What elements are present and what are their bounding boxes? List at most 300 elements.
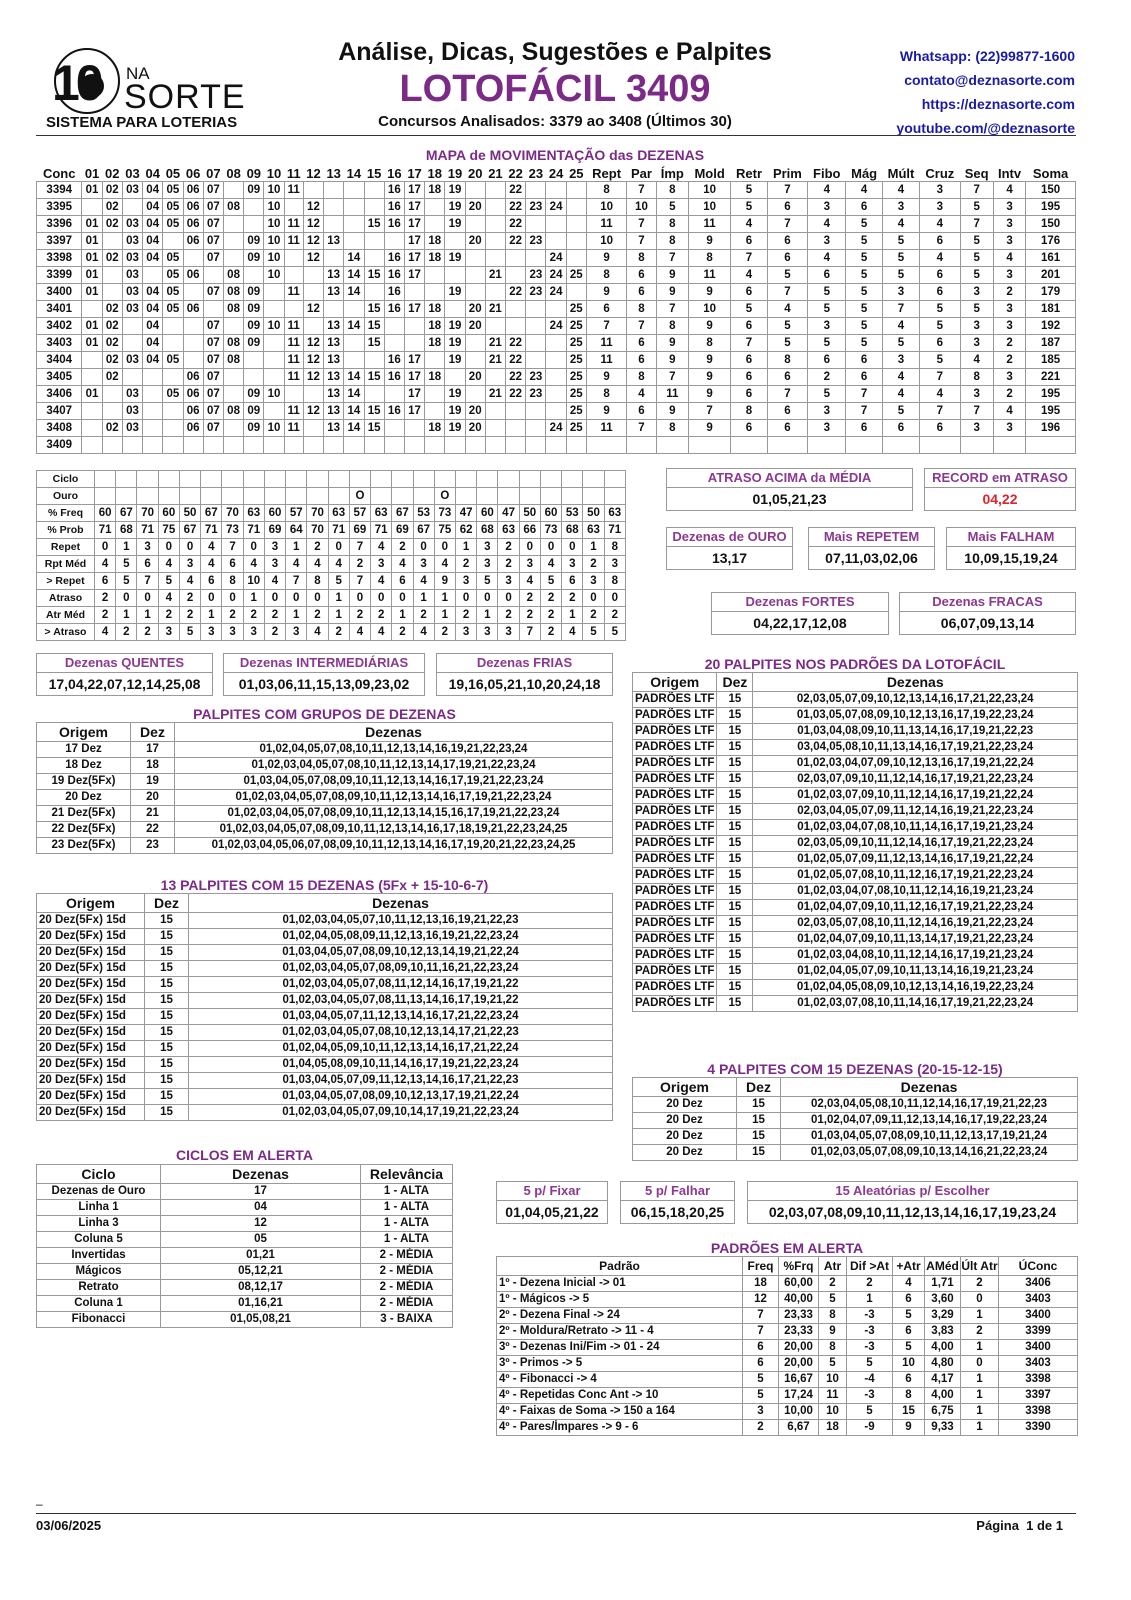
map-dezena-cell — [324, 199, 344, 216]
map-dezena-cell: 18 — [425, 182, 445, 199]
list-cell: 6 — [743, 1340, 779, 1356]
map-stat-cell: 2 — [993, 335, 1025, 352]
map-dezena-cell: 18 — [425, 369, 445, 386]
stats-cell: 68 — [562, 522, 583, 539]
map-header-cell: Conc — [42, 166, 76, 181]
map-stat-cell: 5 — [846, 301, 882, 318]
map-header-cell: 11 — [286, 166, 301, 181]
list-row — [37, 1041, 613, 1057]
stats-cell: 3 — [604, 556, 625, 573]
stats-cell: 75 — [158, 522, 179, 539]
stats-cell: 71 — [328, 522, 349, 539]
map-dezena-cell: 10 — [264, 267, 284, 284]
list-header-cell: Origem — [633, 673, 717, 692]
map-stat-cell: 2 — [993, 386, 1025, 403]
list-header-row — [37, 894, 613, 913]
list-cell: 15 — [717, 772, 753, 788]
map-stat-cell: 5 — [846, 318, 882, 335]
whatsapp-link[interactable]: Whatsapp: (22)99877-1600 — [899, 48, 1075, 64]
map-stat-cell: 6 — [627, 352, 656, 369]
map-dezena-cell — [344, 199, 364, 216]
map-dezena-cell — [526, 335, 546, 352]
map-dezena-cell: 21 — [485, 267, 505, 284]
stats-cell: 1 — [562, 607, 583, 624]
treze-table — [36, 893, 613, 1121]
stats-row — [37, 522, 626, 539]
map-dezena-cell — [384, 233, 404, 250]
map-dezena-cell: 09 — [244, 233, 264, 250]
stats-cell: 6 — [137, 556, 158, 573]
list-header-cell: AMéd — [925, 1257, 961, 1276]
list-row — [497, 1404, 1078, 1420]
list-cell: 01,03,05,07,08,09,10,12,13,16,17,19,22,23,24 — [753, 708, 1078, 724]
list-cell: 19 — [131, 774, 175, 790]
lottery-title: LOTOFÁCIL 3409 — [399, 68, 711, 110]
map-dezena-cell: 23 — [526, 233, 546, 250]
list-cell: 01,03,04,05,07,11,12,13,14,16,17,21,22,23,24 — [189, 1009, 613, 1025]
stats-cell — [455, 471, 476, 488]
stats-row — [37, 573, 626, 590]
stats-cell: 6 — [562, 573, 583, 590]
map-dezena-cell: 10 — [264, 420, 284, 437]
map-dezena-cell: 08 — [223, 403, 243, 420]
list-cell: 23,33 — [779, 1324, 819, 1340]
list-header-cell: Dez — [717, 673, 753, 692]
map-dezena-cell: 11 — [284, 352, 303, 369]
list-row — [633, 836, 1078, 852]
map-dezena-cell — [82, 369, 102, 386]
map-dezena-cell: 04 — [143, 250, 163, 267]
map-dezena-cell: 07 — [203, 199, 223, 216]
list-cell: 15 — [145, 961, 189, 977]
map-dezena-cell: 25 — [566, 318, 586, 335]
list-header-row — [633, 673, 1078, 692]
map-dezena-cell — [364, 284, 384, 301]
list-cell: 02,03,05,07,09,10,12,13,14,16,17,21,22,23,24 — [753, 692, 1078, 708]
list-cell: 9 — [893, 1420, 925, 1436]
map-dezena-cell — [485, 369, 505, 386]
map-dezena-cell — [526, 352, 546, 369]
map-dezena-cell — [526, 318, 546, 335]
map-dezena-cell: 03 — [122, 420, 142, 437]
map-dezena-cell — [203, 301, 223, 318]
stats-cell: 1 — [413, 590, 434, 607]
map-dezena-cell: 09 — [244, 301, 264, 318]
map-dezena-cell — [284, 437, 303, 454]
map-dezena-cell: 01 — [82, 386, 102, 403]
stats-cell — [583, 471, 604, 488]
list-cell: 3º - Dezenas Ini/Fim -> 01 - 24 — [497, 1340, 743, 1356]
stats-cell: 5 — [583, 624, 604, 641]
map-stat-cell: 5 — [731, 182, 767, 199]
stats-cell: 60 — [540, 505, 561, 522]
list-header-cell: Origem — [37, 723, 131, 742]
list-cell: PADRÕES LTF — [633, 900, 717, 916]
stats-label: % Freq — [37, 505, 95, 522]
list-row — [37, 913, 613, 929]
list-row — [497, 1292, 1078, 1308]
map-dezena-cell — [344, 301, 364, 318]
map-dezena-cell — [244, 216, 264, 233]
youtube-link[interactable]: youtube.com/@deznasorte — [896, 120, 1075, 136]
map-dezena-cell: 09 — [244, 182, 264, 199]
map-dezena-cell: 02 — [102, 301, 122, 318]
list-cell: 23 Dez(5Fx) — [37, 838, 131, 854]
map-stat-cell — [808, 437, 846, 454]
stats-cell: 4 — [371, 624, 392, 641]
stats-cell: 0 — [413, 539, 434, 556]
map-header-cell: 08 — [226, 166, 241, 181]
stats-cell: 1 — [455, 539, 476, 556]
map-dezena-cell: 12 — [303, 233, 323, 250]
stats-cell: 63 — [243, 505, 264, 522]
list-cell: -3 — [847, 1324, 893, 1340]
stats-cell: 6 — [201, 573, 222, 590]
map-stat-cell: 11 — [586, 420, 626, 437]
stats-cell: 4 — [328, 556, 349, 573]
fixar-box — [496, 1181, 608, 1224]
list-cell: -9 — [847, 1420, 893, 1436]
map-dezena-cell — [566, 199, 586, 216]
list-row — [37, 822, 613, 838]
list-cell: Coluna 1 — [37, 1296, 161, 1312]
map-stat-cell: 9 — [586, 369, 626, 386]
stats-cell — [137, 471, 158, 488]
list-cell: 4,17 — [925, 1372, 961, 1388]
map-dezena-cell — [122, 199, 142, 216]
map-stat-cell: 6 — [920, 284, 960, 301]
map-dezena-cell: 06 — [183, 369, 203, 386]
list-cell: 20 Dez — [633, 1129, 737, 1145]
map-stat-cell: 3 — [808, 420, 846, 437]
map-dezena-cell — [566, 437, 586, 454]
list-cell: 01,05,08,21 — [161, 1312, 361, 1328]
map-dezena-cell — [384, 386, 404, 403]
list-cell: 15 — [717, 724, 753, 740]
email-link[interactable]: contato@deznasorte.com — [904, 72, 1075, 88]
map-stat-cell: 3 — [960, 318, 993, 335]
list-cell: 01,02,03,04,05,07,08,11,13,14,16,17,19,21,22 — [189, 993, 613, 1009]
map-dezena-cell — [485, 250, 505, 267]
map-dezena-cell: 18 — [425, 420, 445, 437]
map-dezena-cell: 01 — [82, 216, 102, 233]
map-dezena-cell: 11 — [284, 318, 303, 335]
stats-cell: 67 — [392, 505, 413, 522]
map-dezena-cell: 16 — [384, 301, 404, 318]
map-stat-cell: 5 — [808, 335, 846, 352]
map-dezena-cell: 11 — [284, 335, 303, 352]
site-link[interactable]: https://deznasorte.com — [921, 96, 1075, 112]
list-cell: 6,75 — [925, 1404, 961, 1420]
stats-cell: 4 — [201, 556, 222, 573]
map-dezena-cell: 06 — [183, 267, 203, 284]
map-dezena-cell — [546, 182, 566, 199]
map-dezena-cell — [526, 250, 546, 267]
stats-cell: 2 — [137, 624, 158, 641]
map-dezena-cell: 22 — [506, 216, 526, 233]
map-stat-cell: 3 — [960, 335, 993, 352]
stats-cell: 4 — [286, 556, 307, 573]
box-title: Dezenas FORTES — [712, 593, 888, 612]
map-dezena-cell — [546, 301, 566, 318]
map-dezena-cell: 23 — [526, 284, 546, 301]
stats-cell: 8 — [604, 573, 625, 590]
list-cell: -3 — [847, 1308, 893, 1324]
list-header-cell: Freq — [743, 1257, 779, 1276]
stats-cell: 3 — [498, 573, 519, 590]
map-dezena-cell — [82, 301, 102, 318]
map-stat-cell: 221 — [1026, 369, 1076, 386]
list-cell: 3 - BAIXA — [361, 1312, 453, 1328]
list-row — [633, 708, 1078, 724]
list-cell: 15 — [145, 1009, 189, 1025]
list-cell: 3400 — [999, 1308, 1078, 1324]
stats-cell: 6 — [222, 556, 243, 573]
list-cell: PADRÕES LTF — [633, 724, 717, 740]
logo — [44, 46, 274, 134]
map-stat-cell: 7 — [767, 386, 807, 403]
stats-cell: 70 — [222, 505, 243, 522]
map-stat-cell — [688, 437, 730, 454]
map-dezena-cell — [223, 250, 243, 267]
map-dezena-cell — [303, 386, 323, 403]
map-stat-cell: 9 — [688, 284, 730, 301]
stats-cell: 0 — [307, 590, 328, 607]
stats-cell: 1 — [116, 539, 137, 556]
map-stat-cell: 2 — [993, 352, 1025, 369]
stats-cell — [392, 488, 413, 505]
box-value: 19,16,05,21,10,20,24,18 — [448, 676, 601, 692]
map-dezena-cell: 19 — [445, 420, 465, 437]
stats-cell: 2 — [264, 624, 285, 641]
stats-label: % Prob — [37, 522, 95, 539]
map-stat-cell: 5 — [920, 352, 960, 369]
map-header-cell: 17 — [407, 166, 422, 181]
stats-cell — [201, 488, 222, 505]
list-cell: 19 Dez(5Fx) — [37, 774, 131, 790]
list-cell: 18 — [819, 1420, 847, 1436]
stats-cell: 60 — [158, 505, 179, 522]
map-dezena-cell: 18 — [425, 301, 445, 318]
stats-cell: 7 — [519, 624, 540, 641]
logo-na: NA — [126, 64, 150, 83]
stats-cell: 60 — [95, 505, 116, 522]
list-row — [37, 1280, 453, 1296]
map-stat-cell: 4 — [882, 369, 919, 386]
list-cell: 3390 — [999, 1420, 1078, 1436]
stats-cell: 1 — [286, 539, 307, 556]
list-cell: 5 — [847, 1404, 893, 1420]
map-row — [37, 301, 1076, 318]
stats-cell: 69 — [392, 522, 413, 539]
box-value: 10,09,15,19,24 — [964, 550, 1058, 566]
list-cell: 20 Dez(5Fx) 15d — [37, 913, 145, 929]
stats-cell — [413, 488, 434, 505]
box-value: 04,22,17,12,08 — [753, 615, 847, 631]
map-stat-cell: 4 — [993, 182, 1025, 199]
dezena-stats-table — [36, 470, 626, 641]
stats-cell — [179, 488, 200, 505]
map-stat-cell: 6 — [920, 420, 960, 437]
stats-cell: 3 — [498, 624, 519, 641]
list-cell: 15 — [717, 804, 753, 820]
stats-cell: 4 — [95, 556, 116, 573]
list-cell: 9,33 — [925, 1420, 961, 1436]
stats-cell: 2 — [392, 539, 413, 556]
map-dezena-cell: 03 — [122, 250, 142, 267]
map-stat-cell: 4 — [993, 250, 1025, 267]
repetem-box — [808, 527, 935, 570]
map-stat-cell: 8 — [767, 352, 807, 369]
list-cell: Retrato — [37, 1280, 161, 1296]
list-cell: 20 Dez(5Fx) 15d — [37, 945, 145, 961]
map-dezena-cell: 20 — [465, 301, 485, 318]
map-stat-cell: 4 — [731, 216, 767, 233]
stats-cell: 47 — [455, 505, 476, 522]
map-dezena-cell — [425, 216, 445, 233]
stats-cell: 1 — [434, 590, 455, 607]
list-cell: 6 — [893, 1324, 925, 1340]
list-row — [633, 1113, 1078, 1129]
map-dezena-cell — [384, 437, 404, 454]
map-dezena-cell — [546, 352, 566, 369]
map-header-cell: Intv — [997, 166, 1022, 181]
list-cell: 17 Dez — [37, 742, 131, 758]
map-dezena-cell: 24 — [546, 284, 566, 301]
map-dezena-cell: 19 — [445, 182, 465, 199]
list-row — [37, 790, 613, 806]
stats-label: Ciclo — [37, 471, 95, 488]
stats-cell: 0 — [498, 590, 519, 607]
map-dezena-cell — [425, 199, 445, 216]
map-dezena-cell — [143, 437, 163, 454]
map-dezena-cell: 15 — [364, 216, 384, 233]
stats-cell: 3 — [371, 556, 392, 573]
grupos-table — [36, 722, 613, 854]
map-stat-cell: 7 — [731, 250, 767, 267]
map-dezena-cell: 15 — [364, 369, 384, 386]
list-header-cell: Dif >At — [847, 1257, 893, 1276]
map-stat-cell: 9 — [586, 284, 626, 301]
map-stat-cell: 7 — [688, 403, 730, 420]
list-cell: 6 — [893, 1372, 925, 1388]
map-dezena-cell: 12 — [303, 250, 323, 267]
list-cell: 10 — [893, 1356, 925, 1372]
map-header-row — [37, 166, 1076, 182]
map-header-cell: 16 — [387, 166, 402, 181]
stats-cell — [413, 471, 434, 488]
list-cell: 8 — [893, 1388, 925, 1404]
list-cell: 01,02,03,04,05,07,08,10,12,13,14,17,21,22,23 — [189, 1025, 613, 1041]
list-cell: PADRÕES LTF — [633, 884, 717, 900]
map-dezena-cell: 19 — [445, 335, 465, 352]
stats-cell — [179, 471, 200, 488]
map-dezena-cell: 25 — [566, 301, 586, 318]
map-stat-cell: 6 — [731, 284, 767, 301]
stats-cell: 5 — [328, 573, 349, 590]
map-dezena-cell — [344, 335, 364, 352]
map-stat-cell: 6 — [627, 403, 656, 420]
list-cell: 7 — [743, 1324, 779, 1340]
box-value: 02,03,07,08,09,10,11,12,13,14,16,17,19,23,24 — [768, 1204, 1057, 1220]
list-cell: -4 — [847, 1372, 893, 1388]
map-dezena-cell — [566, 216, 586, 233]
stats-cell — [243, 471, 264, 488]
list-cell: 4,80 — [925, 1356, 961, 1372]
map-dezena-cell — [284, 199, 303, 216]
map-dezena-cell: 07 — [203, 420, 223, 437]
list-cell: 23 — [131, 838, 175, 854]
list-cell: 15 — [717, 852, 753, 868]
map-dezena-cell — [303, 318, 323, 335]
stats-cell: 3 — [477, 556, 498, 573]
list-cell: 01,02,03,04,05,07,08,09,10,11,12,13,14,16,17,19,21,22,23,24 — [175, 790, 613, 806]
stats-cell: 53 — [562, 505, 583, 522]
map-dezena-cell: 08 — [223, 267, 243, 284]
list-cell: 05 — [161, 1232, 361, 1248]
list-cell: 01,02,04,05,08,09,11,12,13,16,19,21,22,23,24 — [189, 929, 613, 945]
fracas-box — [899, 592, 1076, 635]
map-dezena-cell: 03 — [122, 233, 142, 250]
map-dezena-cell — [425, 437, 445, 454]
frias-box — [436, 653, 613, 696]
list-cell: 01,03,04,05,07,08,09,10,11,12,13,14,16,17,19,21,22,23,24 — [175, 774, 613, 790]
stats-cell: 3 — [455, 573, 476, 590]
map-stat-cell: 3 — [808, 318, 846, 335]
map-dezena-cell: 05 — [163, 199, 183, 216]
list-row — [37, 1105, 613, 1121]
map-dezena-cell: 19 — [445, 352, 465, 369]
map-header-cell: 24 — [548, 166, 564, 181]
map-stat-cell — [882, 437, 919, 454]
map-dezena-cell — [122, 437, 142, 454]
map-dezena-cell: 07 — [203, 182, 223, 199]
stats-cell: 1 — [137, 607, 158, 624]
stats-cell: 3 — [477, 624, 498, 641]
map-stat-cell: 6 — [627, 335, 656, 352]
map-dezena-cell — [485, 182, 505, 199]
list-row — [633, 916, 1078, 932]
map-stat-cell: 3 — [993, 301, 1025, 318]
stats-cell: 1 — [116, 607, 137, 624]
stats-cell: 4 — [179, 573, 200, 590]
map-dezena-cell: 11 — [284, 284, 303, 301]
map-stat-cell: 6 — [846, 420, 882, 437]
list-row — [37, 1264, 453, 1280]
map-dezena-cell: 03 — [122, 352, 142, 369]
map-dezena-cell: 14 — [344, 386, 364, 403]
stats-cell — [477, 471, 498, 488]
map-stat-cell: 10 — [586, 233, 626, 250]
map-dezena-cell: 08 — [223, 284, 243, 301]
stats-cell: 5 — [477, 573, 498, 590]
map-stat-cell: 3 — [960, 386, 993, 403]
map-stat-cell: 8 — [731, 403, 767, 420]
map-dezena-cell: 01 — [82, 250, 102, 267]
stats-cell: 4 — [349, 624, 370, 641]
map-stat-cell: 9 — [688, 420, 730, 437]
map-stat-cell: 7 — [882, 301, 919, 318]
map-dezena-cell — [223, 233, 243, 250]
stats-cell — [604, 488, 625, 505]
map-stat-cell: 4 — [882, 182, 919, 199]
map-dezena-cell: 04 — [143, 352, 163, 369]
list-cell: 20,00 — [779, 1356, 819, 1372]
map-dezena-cell — [344, 233, 364, 250]
map-stat-cell: 11 — [586, 216, 626, 233]
map-dezena-cell — [163, 420, 183, 437]
map-stat-cell: 195 — [1026, 386, 1076, 403]
